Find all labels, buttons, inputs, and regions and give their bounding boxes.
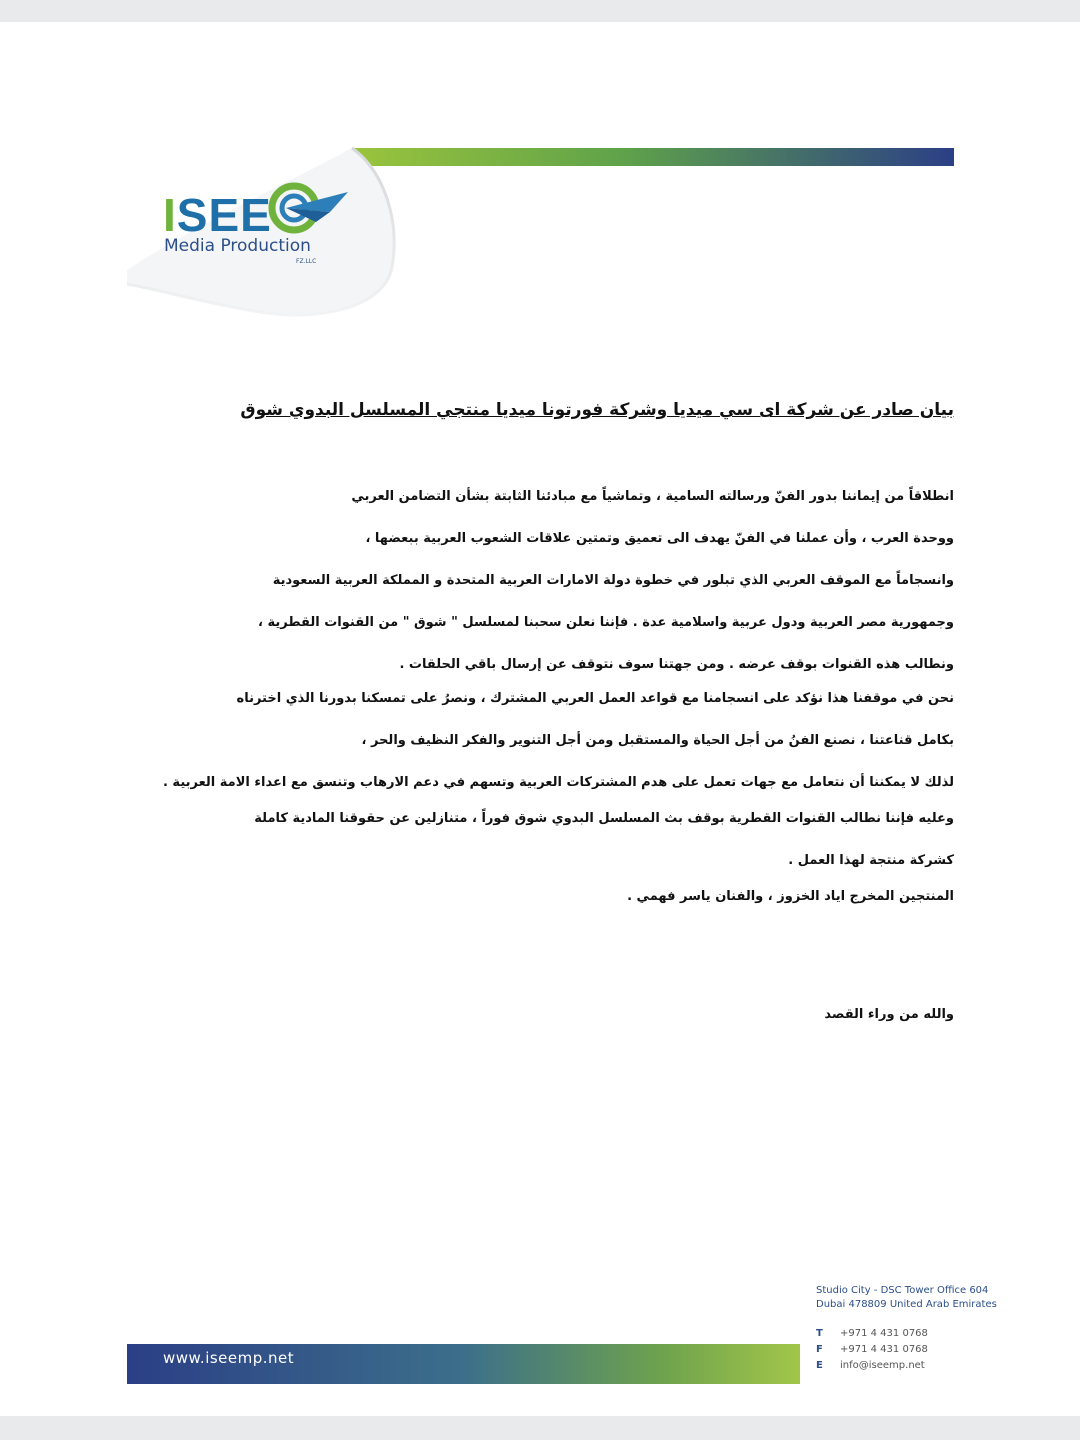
phone-row: [816, 1326, 928, 1342]
fax-number: +971 4 431 0768: [840, 1344, 928, 1355]
statement-line: كشركة منتجة لهذا العمل .: [788, 853, 954, 868]
fax-label: F: [816, 1344, 823, 1355]
logo-target-icon: [268, 178, 350, 238]
statement-line: وعليه فإننا نطالب القنوات القطرية بوقف بث المسلسل البدوي شوق فوراً ، متنازلين عن حقوقنا المادية كاملة: [254, 811, 954, 826]
statement-title: بيان صادر عن شركة اى سي ميديا وشركة فورتونا ميديا منتجي المسلسل البدوي شوق: [240, 400, 954, 420]
address-line: Studio City - DSC Tower Office 604: [816, 1285, 989, 1296]
office-address: [816, 1284, 997, 1312]
phone-label: T: [816, 1328, 823, 1339]
email-link[interactable]: info@iseemp.net: [840, 1360, 925, 1371]
statement-line: لذلك لا يمكننا أن نتعامل مع جهات تعمل على هدم المشتركات العربية وتسهم في دعم الارهاب وتنسق مع اعداء الامة العربية .: [162, 775, 954, 790]
fax-row: [816, 1342, 928, 1358]
contact-details: [816, 1326, 928, 1374]
logo-wordmark: ISEE: [163, 189, 272, 241]
email-row: [816, 1358, 928, 1374]
address-line: Dubai 478809 United Arab Emirates: [816, 1299, 997, 1310]
statement-line: وجمهورية مصر العربية ودول عربية واسلامية عدة . فإننا نعلن سحبنا لمسلسل " شوق " من القنوات القطرية ،: [258, 615, 954, 630]
statement-line: المنتجين المخرج اياد الخزوز ، والفنان ياسر فهمي .: [627, 889, 954, 904]
header-swoosh-graphic: [0, 22, 1080, 322]
statement-line: ونطالب هذه القنوات بوقف عرضه . ومن جهتنا سوف نتوقف عن إرسال باقي الحلقات .: [399, 657, 954, 672]
statement-line: نحن في موقفنا هذا نؤكد على انسجامنا مع قواعد العمل العربي المشترك ، ونصرُ على تمسكنا بدورنا الذي اخترناه: [236, 691, 954, 706]
statement-line: بكامل قناعتنا ، نصنع الفنُ من أجل الحياة والمستقبل ومن أجل التنوير والفكر النظيف والحر ،: [361, 733, 954, 748]
phone-number: +971 4 431 0768: [840, 1328, 928, 1339]
statement-line: ووحدة العرب ، وأن عملنا في الفنّ يهدف الى تعميق وتمتين علاقات الشعوب العربية ببعضها ،: [365, 531, 954, 546]
statement-closing: والله من وراء القصد: [824, 1007, 954, 1022]
email-label: E: [816, 1360, 823, 1371]
statement-line: انطلاقاً من إيماننا بدور الفنّ ورسالته السامية ، وتماشياً مع مبادئنا الثابتة بشأن التضامن العربي: [351, 489, 954, 504]
statement-line: وانسجاماً مع الموقف العربي الذي تبلور في خطوة دولة الامارات العربية المتحدة و المملكة العربية السعودية: [272, 573, 954, 588]
logo-fz-llc: FZ.LLC: [296, 258, 317, 265]
statement-body: [160, 486, 954, 908]
logo-subtitle: Media Production: [164, 236, 311, 256]
letter-page: [0, 22, 1080, 1416]
website-link[interactable]: www.iseemp.net: [163, 1349, 295, 1367]
